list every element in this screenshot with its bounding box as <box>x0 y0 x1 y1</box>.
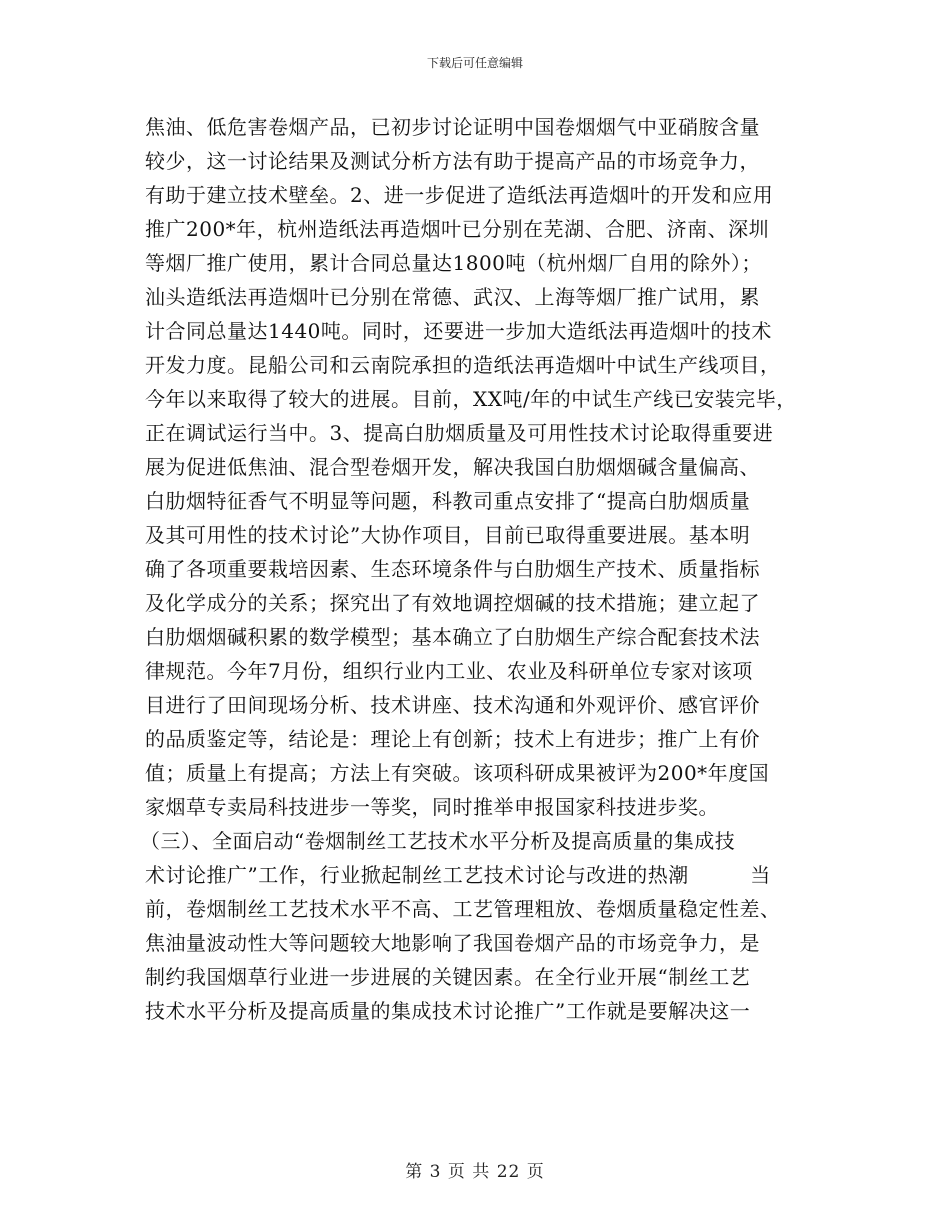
text-line: 等烟厂推广使用，累计合同总量达1800吨（杭州烟厂自用的除外）； <box>145 251 762 275</box>
text-line: 目进行了田间现场分析、技术讲座、技术沟通和外观评价、感官评价 <box>145 693 760 717</box>
text-line: 推广200*年，杭州造纸法再造烟叶已分别在芜湖、合肥、济南、深圳 <box>145 217 770 241</box>
text-line: 值；质量上有提高；方法上有突破。该项科研成果被评为200*年度国 <box>145 761 770 785</box>
text-line: 家烟草专卖局科技进步一等奖，同时推举申报国家科技进步奖。 <box>145 795 719 819</box>
text-line: 律规范。今年7月份，组织行业内工业、农业及科研单位专家对该项 <box>145 659 753 683</box>
text-line: 制约我国烟草行业进一步进展的关键因素。在全行业开展“制丝工艺 <box>145 965 751 989</box>
page-number-footer: 第 3 页 共 22 页 <box>405 1162 545 1182</box>
text-line: 白肋烟烟碱积累的数学模型；基本确立了白肋烟生产综合配套技术法 <box>145 625 760 649</box>
text-line: 前，卷烟制丝工艺技术水平不高、工艺管理粗放、卷烟质量稳定性差、 <box>145 897 781 921</box>
text-line: 有助于建立技术壁垒。2、进一步促进了造纸法再造烟叶的开发和应用 <box>145 183 774 207</box>
text-line: 术讨论推广”工作，行业掀起制丝工艺技术讨论与改进的热潮 当 <box>145 863 771 887</box>
text-line: 开发力度。昆船公司和云南院承担的造纸法再造烟叶中试生产线项目， <box>145 353 781 377</box>
text-line: 焦油、低危害卷烟产品，已初步讨论证明中国卷烟烟气中亚硝胺含量 <box>145 115 760 139</box>
page-header: 下载后可任意编辑 <box>426 56 523 70</box>
text-line: 白肋烟特征香气不明显等问题，科教司重点安排了“提高白肋烟质量 <box>145 489 751 513</box>
text-line: 的品质鉴定等，结论是：理论上有创新；技术上有进步；推广上有价 <box>145 727 760 751</box>
text-line: 今年以来取得了较大的进展。目前，XX吨/年的中试生产线已安装完毕， <box>145 387 797 411</box>
text-line: 及其可用性的技术讨论”大协作项目，目前已取得重要进展。基本明 <box>145 523 751 547</box>
text-line: 展为促进低焦油、混合型卷烟开发，解决我国白肋烟烟碱含量偏高、 <box>145 455 760 479</box>
text-line: 正在调试运行当中。3、提高白肋烟质量及可用性技术讨论取得重要进 <box>145 421 774 445</box>
text-line: 及化学成分的关系；探究出了有效地调控烟碱的技术措施；建立起了 <box>145 591 760 615</box>
text-line: 计合同总量达1440吨。同时，还要进一步加大造纸法再造烟叶的技术 <box>145 319 772 343</box>
text-line: 较少，这一讨论结果及测试分析方法有助于提高产品的市场竞争力， <box>145 149 760 173</box>
text-line: 确了各项重要栽培因素、生态环境条件与白肋烟生产技术、质量指标 <box>145 557 760 581</box>
text-line: 技术水平分析及提高质量的集成技术讨论推广”工作就是要解决这一 <box>145 999 751 1023</box>
section-heading-line: （三）、全面启动“卷烟制丝工艺技术水平分析及提高质量的集成技 <box>140 829 736 853</box>
text-line: 汕头造纸法再造烟叶已分别在常德、武汉、上海等烟厂推广试用，累 <box>145 285 760 309</box>
text-line: 焦油量波动性大等问题较大地影响了我国卷烟产品的市场竞争力，是 <box>145 931 760 955</box>
document-body <box>140 110 835 1028</box>
